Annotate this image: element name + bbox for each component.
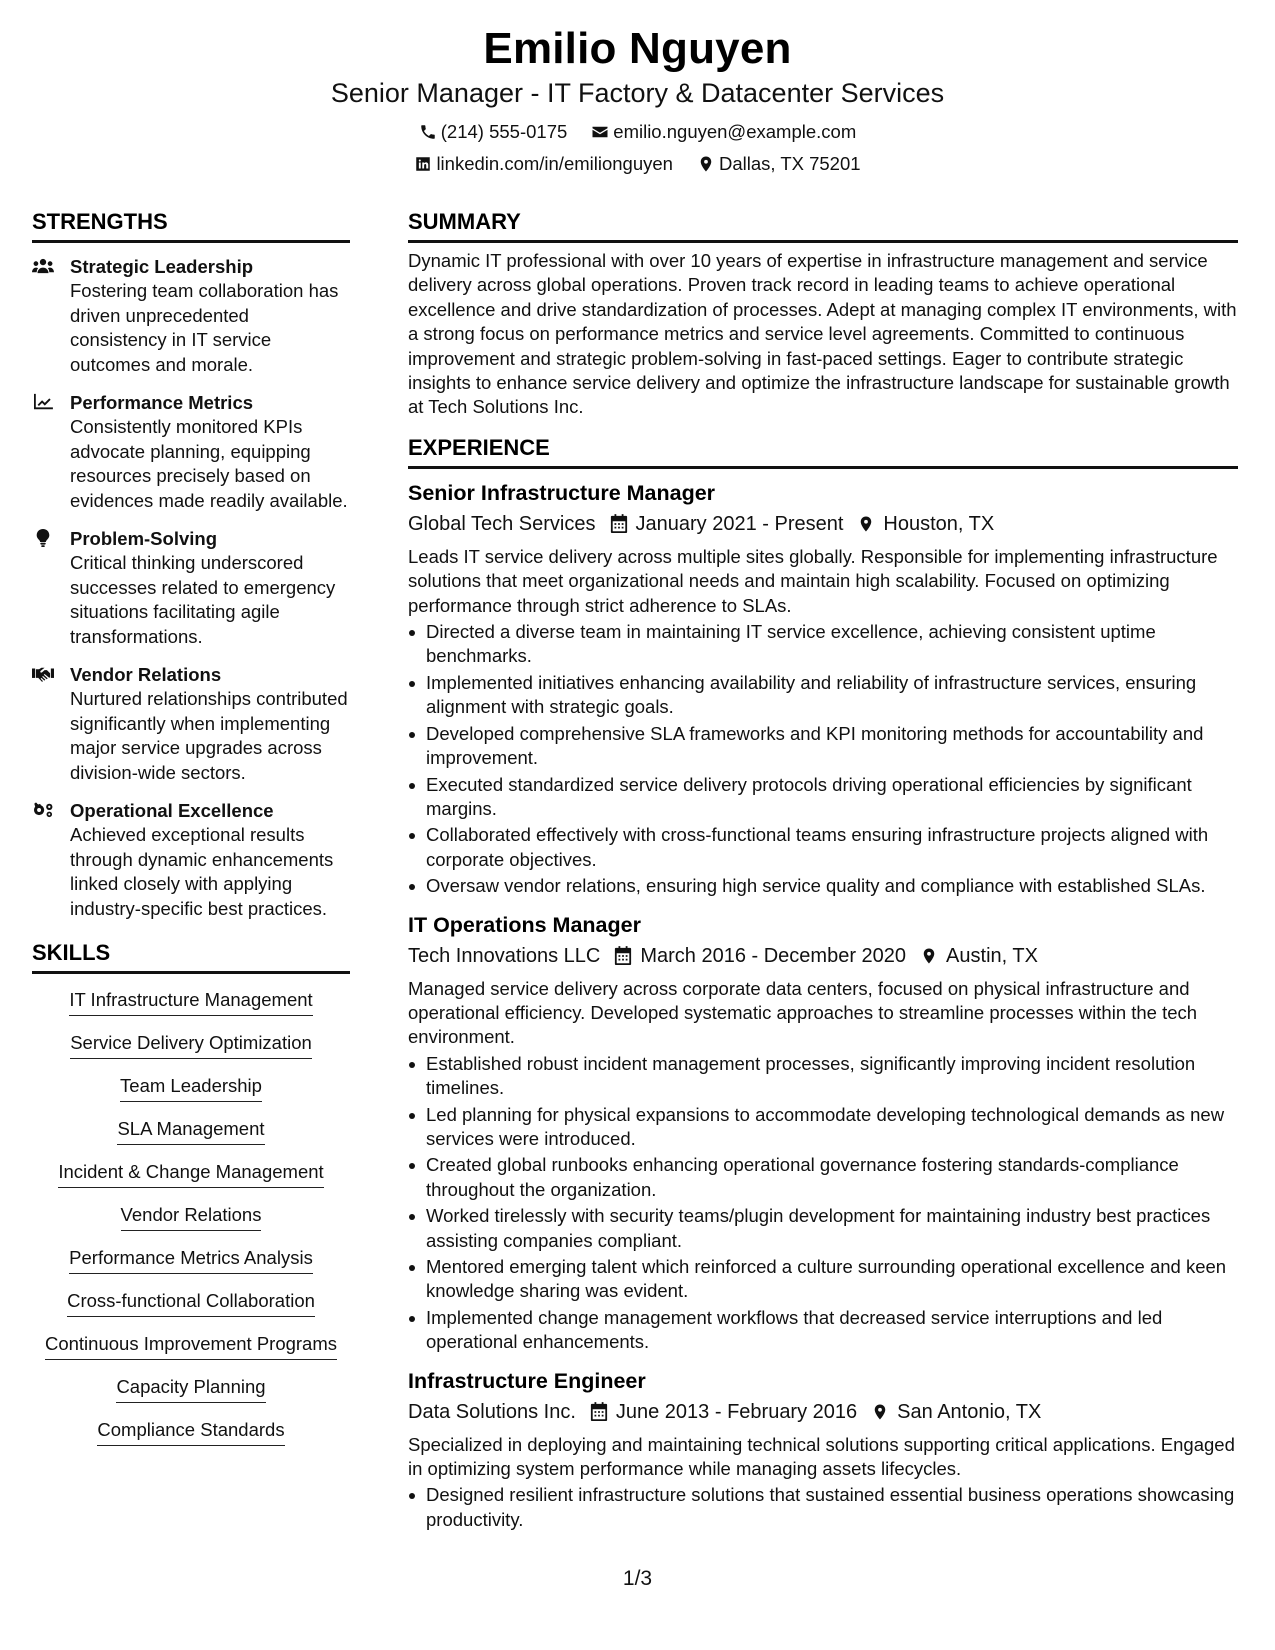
job-company: Tech Innovations LLC xyxy=(408,944,601,967)
map-pin-icon xyxy=(871,1402,889,1422)
job-description: Managed service delivery across corporate data centers, focused on physical infrastructure and operational efficiency. Developed systematic approaches to streamline processes within the tech environment. xyxy=(408,977,1198,1048)
skill-item: Compliance Standards xyxy=(97,1418,284,1446)
linkedin-contact[interactable] xyxy=(414,152,673,176)
location-text: Dallas, TX 75201 xyxy=(718,153,861,174)
linkedin-icon xyxy=(414,155,432,173)
bullet-item: Mentored emerging talent which reinforced a culture surrounding operational excellence and keen knowledge sharing was evident. xyxy=(408,1255,1238,1304)
job-bullets xyxy=(408,620,1238,898)
job-company: Data Solutions Inc. xyxy=(408,1400,576,1423)
job-bullets xyxy=(408,1052,1238,1355)
handshake-icon xyxy=(32,665,54,683)
calendar-icon xyxy=(614,946,632,966)
bullet-item: Worked tirelessly with security teams/plugin development for maintaining industry best practices assisting companies compliant. xyxy=(408,1204,1238,1253)
map-pin-icon xyxy=(697,155,715,173)
job-dates: January 2021 - Present xyxy=(635,512,844,535)
contact-row xyxy=(0,120,1275,144)
resume-header xyxy=(0,22,1275,176)
strength-desc: Consistently monitored KPIs advocate planning, equipping resources precisely based on evidences made readily available. xyxy=(70,416,348,511)
skill-item: Performance Metrics Analysis xyxy=(69,1246,313,1274)
strength-item xyxy=(32,799,350,921)
bullet-item: Executed standardized service delivery protocols driving operational efficiencies by significant margins. xyxy=(408,773,1238,822)
page-number: 1/3 xyxy=(622,1567,653,1590)
candidate-name: Emilio Nguyen xyxy=(483,24,792,73)
strength-title: Vendor Relations xyxy=(70,664,222,685)
bullet-item: Led planning for physical expansions to accommodate developing technological demands as new services were introduced. xyxy=(408,1103,1238,1152)
location-contact xyxy=(697,152,861,176)
job-entry xyxy=(408,911,1238,1355)
job-location: Austin, TX xyxy=(946,944,1038,967)
job-entry xyxy=(408,1367,1238,1533)
phone-text: (214) 555-0175 xyxy=(440,121,568,142)
left-column xyxy=(32,208,350,1461)
job-entry xyxy=(408,479,1238,899)
phone-icon xyxy=(419,123,437,141)
job-description: Leads IT service delivery across multiple sites globally. Responsible for implementing infrastructure solutions that meet organizational needs and maintain high scalability. Focused on optimizing performance through strict adherence to SLAs. xyxy=(408,545,1218,616)
job-meta xyxy=(408,943,1238,969)
skill-item: Continuous Improvement Programs xyxy=(45,1332,337,1360)
strength-title: Strategic Leadership xyxy=(70,256,254,277)
right-column xyxy=(408,208,1238,1534)
phone-contact xyxy=(419,120,568,144)
strength-desc: Critical thinking underscored successes related to emergency situations facilitating agile transformations. xyxy=(70,552,336,647)
chart-line-icon xyxy=(32,393,54,411)
map-pin-icon xyxy=(857,514,875,534)
experience-heading: EXPERIENCE xyxy=(408,434,1238,469)
linkedin-text[interactable]: linkedin.com/in/emilionguyen xyxy=(436,153,673,174)
users-icon xyxy=(32,257,54,275)
job-dates: June 2013 - February 2016 xyxy=(615,1400,858,1423)
email-text[interactable]: emilio.nguyen@example.com xyxy=(613,121,857,142)
bullet-item: Created global runbooks enhancing operational governance fostering standards-compliance throughout the organization. xyxy=(408,1153,1238,1202)
bullet-item: Designed resilient infrastructure solutions that sustained essential business operations showcasing productivity. xyxy=(408,1483,1238,1532)
strength-item xyxy=(32,255,350,377)
bullet-item: Developed comprehensive SLA frameworks and KPI monitoring methods for accountability and improvement. xyxy=(408,722,1238,771)
job-title: Infrastructure Engineer xyxy=(408,1368,646,1393)
strengths-list xyxy=(32,255,350,921)
job-meta xyxy=(408,1399,1238,1425)
calendar-icon xyxy=(610,514,628,534)
map-pin-icon xyxy=(920,946,938,966)
skill-item: IT Infrastructure Management xyxy=(69,988,312,1016)
bullet-item: Established robust incident management processes, significantly improving incident resolution timelines. xyxy=(408,1052,1238,1101)
job-location: Houston, TX xyxy=(883,512,995,535)
calendar-icon xyxy=(590,1402,608,1422)
gears-icon xyxy=(32,801,54,819)
strength-desc: Nurtured relationships contributed significantly when implementing major service upgrades across division-wide sectors. xyxy=(70,688,348,783)
job-location: San Antonio, TX xyxy=(897,1400,1042,1423)
strength-desc: Fostering team collaboration has driven unprecedented consistency in IT service outcomes and morale. xyxy=(70,280,339,375)
bullet-item: Implemented initiatives enhancing availability and reliability of infrastructure services, ensuring alignment with strategic goals. xyxy=(408,671,1238,720)
job-title: IT Operations Manager xyxy=(408,912,641,937)
skill-item: Capacity Planning xyxy=(116,1375,265,1403)
job-meta xyxy=(408,511,1238,537)
strengths-heading: STRENGTHS xyxy=(32,208,350,243)
envelope-icon xyxy=(591,123,609,141)
job-description: Specialized in deploying and maintaining technical solutions supporting critical applications. Engaged in optimizing system performance while managing assets lifecycles. xyxy=(408,1433,1235,1480)
contact-row xyxy=(0,152,1275,176)
skills-heading: SKILLS xyxy=(32,939,350,974)
skill-item: SLA Management xyxy=(117,1117,264,1145)
bullet-item: Directed a diverse team in maintaining IT service excellence, achieving consistent uptime benchmarks. xyxy=(408,620,1238,669)
strength-item xyxy=(32,391,350,513)
strength-title: Operational Excellence xyxy=(70,800,274,821)
skill-item: Vendor Relations xyxy=(121,1203,262,1231)
job-dates: March 2016 - December 2020 xyxy=(640,944,907,967)
bullet-item: Oversaw vendor relations, ensuring high service quality and compliance with established SLAs. xyxy=(408,874,1238,898)
summary-text: Dynamic IT professional with over 10 years of expertise in infrastructure management and service delivery across global operations. Proven track record in leading teams to achieve operational excellence and drive standardization of processes. Adept at managing complex IT environments, with a strong focus on performance metrics and service level agreements. Committed to continuous improvement and strategic problem-solving in fast-paced settings. Eager to contribute strategic insights to enhance service delivery and optimize the infrastructure landscape for sustainable growth at Tech Solutions Inc. xyxy=(408,250,1237,418)
job-company: Global Tech Services xyxy=(408,512,596,535)
job-title: Senior Infrastructure Manager xyxy=(408,480,716,505)
strength-desc: Achieved exceptional results through dynamic enhancements linked closely with applying industry-specific best practices. xyxy=(70,824,334,919)
skill-item: Incident & Change Management xyxy=(58,1160,323,1188)
skills-list xyxy=(32,988,350,1461)
bullet-item: Implemented change management workflows that decreased service interruptions and led operational enhancements. xyxy=(408,1306,1238,1355)
skill-item: Cross-functional Collaboration xyxy=(67,1289,315,1317)
bullet-item: Collaborated effectively with cross-functional teams ensuring infrastructure projects aligned with corporate objectives. xyxy=(408,823,1238,872)
strength-title: Problem-Solving xyxy=(70,528,217,549)
email-contact[interactable] xyxy=(591,120,856,144)
candidate-title: Senior Manager - IT Factory & Datacenter Services xyxy=(330,78,945,108)
strength-item xyxy=(32,527,350,649)
strength-item xyxy=(32,663,350,785)
lightbulb-icon xyxy=(32,529,54,547)
skill-item: Team Leadership xyxy=(120,1074,262,1102)
skill-item: Service Delivery Optimization xyxy=(70,1031,312,1059)
summary-heading: SUMMARY xyxy=(408,208,1238,243)
strength-title: Performance Metrics xyxy=(70,392,254,413)
job-bullets xyxy=(408,1483,1238,1532)
